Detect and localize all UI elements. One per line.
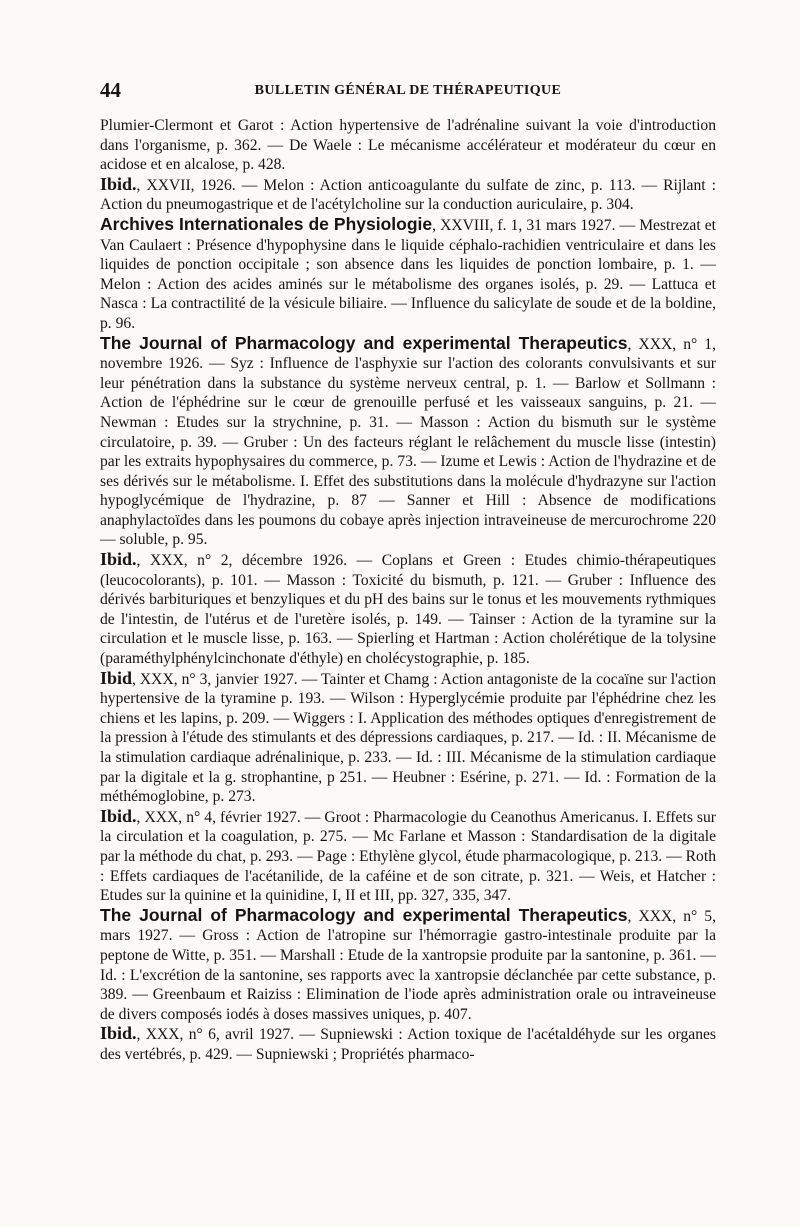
bibliography-entry — [100, 215, 716, 334]
bibliography-entry — [100, 175, 716, 215]
page-number: 44 — [100, 78, 121, 102]
bibliography-entry — [100, 669, 716, 807]
entry-text: , XXX, n° 5, mars 1927. — Gross : Action de l'atropine sur l'hémorragie gastro-intestinale produite par la peptone de Witte, p. 351. — Marshall : Etude de la xantropsie produite par la santonine, p. 361. — Id. : L'excrétion de la santonine, ses rapports avec la xantropsie déclanchée par cette substance, p. 389. — Greenbaum et Raiziss : Elimination de l'iode après administration orale ou intraveineuse de divers composés iodés à doses massives uniques, p. 407. — [100, 907, 716, 1023]
journal-source: The Journal of Pharmacology and experimental Therapeutics — [100, 332, 628, 353]
bibliography-entry — [100, 906, 716, 1025]
journal-source: Ibid. — [100, 549, 137, 570]
journal-source: Ibid. — [100, 1023, 137, 1044]
page-header — [100, 78, 716, 104]
journal-source: Ibid — [100, 667, 133, 688]
entry-text: , XXVII, 1926. — Melon : Action anticoagulante du sulfate de zinc, p. 113. — Rijlant : Action du pneumogastrique et de l'acétylcholine sur la conduction auriculaire, p. 304. — [100, 176, 716, 214]
journal-source: Ibid. — [100, 805, 137, 826]
bibliography-body — [100, 116, 716, 1065]
entry-text: , XXX, n° 1, novembre 1926. — Syz : Influence de l'asphyxie sur l'action des colorants convulsivants et sur leur pénétration dans la substance du système nerveux central, p. 1. — Barlow et Sollmann : Action de l'éphédrine sur le cœur de grenouille perfusé et les vaisseaux sanguins, p. 21. — Newman : Etudes sur la strychnine, p. 31. — Masson : Action du bismuth sur le système circulatoire, p. 39. — Gruber : Un des facteurs réglant le relâchement du muscle lisse (intestin) par les extraits hypophysaires du commerce, p. 73. — Izume et Lewis : Action de l'hydrazine et de ses dérivés sur le métabolisme. I. Effet des substitutions dans la molécule d'hydrazyne sur l'action hypoglycémique de l'hydrazine, p. 87 — Sanner et Hill : Absence de modifications anaphylactoïdes dans les poumons du cobaye après injection intraveineuse de mercurochrome 220 — soluble, p. 95. — [100, 335, 716, 549]
journal-source: The Journal of Pharmacology and experimental Therapeutics — [100, 904, 628, 925]
journal-source: Ibid. — [100, 173, 137, 194]
bibliography-entry-continued — [100, 116, 716, 175]
bibliography-entry — [100, 807, 716, 906]
entry-text: , XXX, n° 4, février 1927. — Groot : Pharmacologie du Ceanothus Americanus. I. Effets sur la circulation et la coagulation, p. 275. — Mc Farlane et Masson : Standardisation de la digitale par la méthode du chat, p. 293. — Page : Ethylène glycol, étude pharmacologique, p. 213. — Roth : Effets cardiaques de l'acétanilide, de la caféine et de son citrate, p. 321. — Weis, et Hatcher : Etudes sur la quinine et la quinidine, I, II et III, pp. 327, 335, 347. — [100, 808, 716, 905]
bibliography-entry — [100, 1024, 716, 1064]
entry-text: , XXX, n° 6, avril 1927. — Supniewski : Action toxique de l'acétaldéhyde sur les organes des vertébrés, p. 429. — Supniewski ; Propriétés pharmaco- — [100, 1026, 716, 1063]
entry-text: , XXX, n° 2, décembre 1926. — Coplans et Green : Etudes chimio-thérapeutiques (leucocolorants), p. 101. — Masson : Toxicité du bismuth, p. 121. — Gruber : Influence des dérivés barbituriques et benzyliques et du pH des bains sur le tonus et les mouvements rythmiques de l'intestin, de l'utérus et de l'uretère isolés, p. 149. — Tainser : Action de la tyramine sur la circulation et le muscle lisse, p. 163. — Spierling et Hartman : Action cholérétique de la tolysine (paraméthylphénylcinchonate d'éthyle) en cholécystographie, p. 185. — [100, 552, 716, 668]
entry-text: , XXVIII, f. 1, 31 mars 1927. — Mestrezat et Van Caulaert : Présence d'hypophysine dans le liquide céphalo-rachidien ventriculaire et dans les liquides de ponction occipitale ; son absence dans les liquides de ponction lombaire, p. 1. — Melon : Action des acides aminés sur le métabolisme des organes isolés, p. 29. — Lattuca et Nasca : La contractilité de la vésicule biliaire. — Influence du salicylate de soude et de la boldine, p. 96. — [100, 216, 716, 332]
entry-text: Plumier-Clermont et Garot : Action hypertensive de l'adrénaline suivant la voie d'introduction dans l'organisme, p. 362. — De Waele : Le mécanisme accélérateur et modérateur du cœur en acidose et en alcalose, p. 428. — [100, 117, 716, 174]
running-title: BULLETIN GÉNÉRAL DE THÉRAPEUTIQUE — [254, 83, 562, 98]
bibliography-entry — [100, 550, 716, 669]
journal-source: Archives Internationales de Physiologie — [100, 213, 433, 234]
entry-text: , XXX, n° 3, janvier 1927. — Tainter et Chamg : Action antagoniste de la cocaïne sur l'action hypertensive de la tyramine p. 193. — Wilson : Hyperglycémie produite par l'éphédrine chez les chiens et les lapins, p. 209. — Wiggers : I. Application des méthodes optiques d'enregistrement de la pression à l'étude des stimulants et des dépressions cardiaques, p. 217. — Id. : II. Mécanisme de la stimulation cardiaque adrénalinique, p. 233. — Id. : III. Mécanisme de la stimulation cardiaque par la digitale et la g. strophantine, p 251. — Heubner : Esérine, p. 271. — Id. : Formation de la méthémoglobine, p. 273. — [100, 670, 716, 806]
bibliography-entry — [100, 334, 716, 551]
